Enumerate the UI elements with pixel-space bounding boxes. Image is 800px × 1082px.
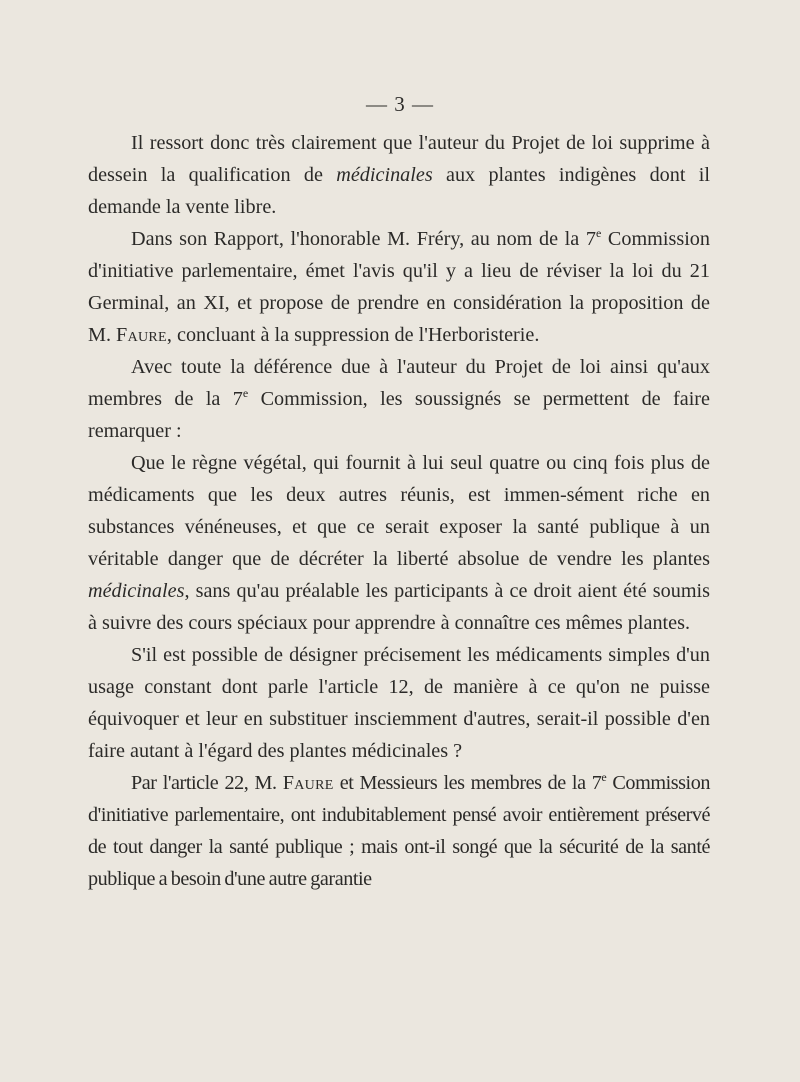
paragraph-5 <box>88 639 710 767</box>
paragraph-1 <box>88 127 710 223</box>
paragraph-2-small-caps: Faure <box>116 324 167 346</box>
paragraph-2-text-2: Commission d'initiative parlementaire, émet l'avis qu'il y a lieu de réviser la loi du 21 Germinal, an XI, et propose de prendre en considération la proposition de M. <box>88 228 710 346</box>
body-text <box>88 127 710 895</box>
paragraph-4-text-2: , sans qu'au préalable les participants à ce droit aient été soumis à suivre des cours spéciaux pour apprendre à connaître ces mêmes plantes. <box>88 580 710 634</box>
paragraph-6-text-3: Commission d'initiative parlementaire, ont indubitablement pensé avoir entièrement préservé de tout danger la santé publique ; mais ont-il songé que la sécurité de la santé publique a besoin d'une autre garantie <box>88 772 710 890</box>
paragraph-5-text-1: S'il est possible de désigner précisement les médicaments simples d'un usage constant dont parle l'article 12, de manière à ce qu'on ne puisse équivoquer et leur en substituer insciemment d'autres, serait-il possible d'en faire autant à l'égard des plantes médicinales ? <box>88 644 710 762</box>
paragraph-4 <box>88 447 710 639</box>
paragraph-2-text-1: Dans son Rapport, l'honorable M. Fréry, au nom de la 7 <box>131 228 596 250</box>
paragraph-2-text-3: , concluant à la suppression de l'Herboristerie. <box>166 324 540 346</box>
paragraph-6-text-2: et Messieurs les membres de la 7 <box>333 772 602 794</box>
paragraph-6-superscript: e <box>601 770 607 784</box>
paragraph-4-text-1: Que le règne végétal, qui fournit à lui seul quatre ou cinq fois plus de médicaments que les deux autres réunis, est immen-sément riche en substances vénéneuses, et que ce serait exposer la santé publique à un véritable danger que de décréter la liberté absolue de vendre les plantes <box>88 452 710 570</box>
paragraph-1-text-2: aux plantes indigènes dont il demande la vente libre. <box>88 164 710 218</box>
paragraph-6 <box>88 767 710 895</box>
paragraph-2 <box>88 223 710 351</box>
page-number: — 3 — <box>366 92 434 116</box>
paragraph-2-superscript: e <box>595 226 602 240</box>
paragraph-4-italic: médicinales <box>88 580 185 602</box>
paragraph-6-text-1: Par l'article 22, M. <box>131 772 283 794</box>
paragraph-3-text-2: Commission, les soussignés se permettent de faire remarquer : <box>88 388 710 442</box>
paragraph-3 <box>88 351 710 447</box>
paragraph-3-text-1: Avec toute la déférence due à l'auteur du Projet de loi ainsi qu'aux membres de la 7 <box>88 356 710 410</box>
paragraph-1-italic: médicinales <box>336 164 433 186</box>
paragraph-3-superscript: e <box>242 386 249 400</box>
paragraph-1-text-1: Il ressort donc très clairement que l'auteur du Projet de loi supprime à dessein la qualification de <box>88 132 710 186</box>
paragraph-6-small-caps: Faure <box>282 772 334 794</box>
